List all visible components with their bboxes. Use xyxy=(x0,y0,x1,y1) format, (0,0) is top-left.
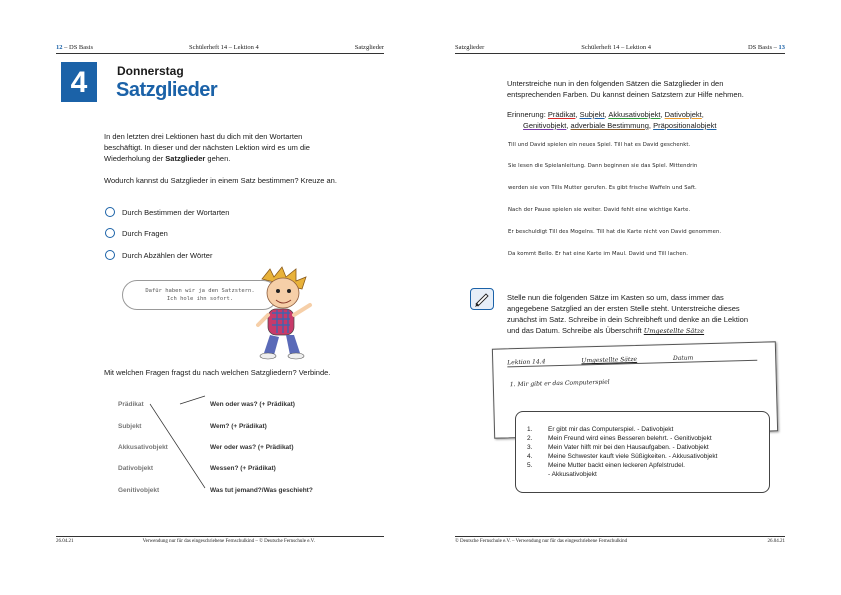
term-dativobjekt: Dativobjekt xyxy=(664,110,702,119)
match-left-1[interactable]: Prädikat xyxy=(118,401,144,408)
term-praepositionalobjekt: Präpositionalobjekt xyxy=(653,121,717,130)
instruction-line: entsprechenden Farben. Du kannst deinen Satzstern zur Hilfe nehmen. xyxy=(507,90,744,99)
intro-line: beschäftigt. In dieser und der nächsten Lektion wird es um die xyxy=(104,143,310,152)
list-text: - Akkusativobjekt xyxy=(548,471,597,478)
sentence-5: Er beschuldigt Till des Mogelns. Till hat die Karte nicht von David genommen. xyxy=(508,229,722,235)
lesson-badge: 4 xyxy=(61,62,97,102)
page-number: 12 xyxy=(56,44,63,51)
match-right-1[interactable]: Wen oder was? (+ Prädikat) xyxy=(210,401,295,408)
task-handwritten: Umgestellte Sätze xyxy=(643,327,705,335)
intro-line: In den letzten drei Lektionen hast du dich mit den Wortarten xyxy=(104,132,303,141)
intro-bold: Satzglieder xyxy=(165,154,206,163)
list-num: 3. xyxy=(527,444,533,451)
left-header: 12 – DS Basis Schülerheft 14 – Lektion 4 Satzglieder xyxy=(56,44,384,54)
footer-note: Verwendung nur für das eingeschriebene Fernschulkind – © Deutsche Fernschule e.V. xyxy=(142,539,315,544)
option-label: Durch Bestimmen der Wortarten xyxy=(122,207,230,217)
list-item xyxy=(527,452,717,461)
sentence-list xyxy=(527,425,717,479)
header-right: Satzglieder xyxy=(354,44,384,51)
list-num: 1. xyxy=(527,426,533,433)
page-number: 13 xyxy=(778,44,785,51)
instruction-line: Unterstreiche nun in den folgenden Sätzen die Satzglieder in den xyxy=(507,79,724,88)
task-line: angegebene Satzglied an der ersten Stelle steht. Unterstreiche dieses xyxy=(507,304,740,313)
list-num: 5. xyxy=(527,462,533,469)
task-line: zunächst im Satz. Schreibe in dein Schreibheft und denke an die Lektion xyxy=(507,315,748,324)
note-headline xyxy=(507,353,757,368)
pencil-glyph-icon xyxy=(471,289,493,309)
bubble-line: Ich hole ihn sofort. xyxy=(166,296,234,302)
list-num: 2. xyxy=(527,435,533,442)
header-left: Satzglieder xyxy=(455,44,485,51)
day-label: Donnerstag xyxy=(117,64,184,78)
match-left-4[interactable]: Dativobjekt xyxy=(118,465,154,472)
list-text: Meine Schwester kauft viele Süßigkeiten. - Akkusativobjekt xyxy=(548,453,718,460)
intro-part: gehen. xyxy=(207,154,231,163)
task-part: und das Datum. Schreibe als Überschrift xyxy=(507,326,642,335)
option-label: Durch Fragen xyxy=(122,228,168,238)
list-item xyxy=(527,425,717,434)
sentence-2: Sie lesen die Spielanleitung. Dann beginnen sie das Spiel. Mittendrin xyxy=(508,163,698,169)
note-lektion: Lektion 14.4 xyxy=(507,358,546,367)
intro-part: Wiederholung der xyxy=(104,154,164,163)
instruction-text xyxy=(507,78,744,100)
term-akkusativobjekt: Akkusativobjekt xyxy=(608,110,661,119)
match-left-2[interactable]: Subjekt xyxy=(118,423,142,430)
bubble-line: Dafür haben wir ja den Satzstern. xyxy=(145,288,255,294)
sentence-1: Till und David spielen ein neues Spiel. Till hat es David geschenkt. xyxy=(508,142,691,148)
task-line: Stelle nun die folgenden Sätze im Kasten so um, dass immer das xyxy=(507,293,724,302)
match-right-3[interactable]: Wer oder was? (+ Prädikat) xyxy=(210,444,294,451)
page-title: Satzglieder xyxy=(116,79,218,101)
task-text xyxy=(507,292,748,337)
reminder-label: Erinnerung: xyxy=(507,110,546,119)
list-text: Mein Freund wird eines Besseren belehrt. - Genitivobjekt xyxy=(548,435,712,442)
left-footer xyxy=(56,536,384,544)
right-header: Satzglieder Schülerheft 14 – Lektion 4 DS Basis – 13 xyxy=(455,44,785,54)
match-question: Mit welchen Fragen fragst du nach welchen Satzgliedern? Verbinde. xyxy=(104,368,331,377)
match-right-2[interactable]: Wem? (+ Prädikat) xyxy=(210,423,267,430)
task-line xyxy=(507,325,748,337)
list-item xyxy=(527,434,717,443)
list-item xyxy=(527,461,717,470)
list-item xyxy=(527,470,717,479)
term-subjekt: Subjekt xyxy=(579,110,605,119)
right-footer xyxy=(455,536,785,544)
series: DS Basis xyxy=(747,44,772,51)
option-label: Durch Abzählen der Wörter xyxy=(122,250,213,260)
sentence-6: Da kommt Bello. Er hat eine Karte im Maul. David und Till lachen. xyxy=(508,251,689,257)
match-right-4[interactable]: Wessen? (+ Prädikat) xyxy=(210,465,276,472)
match-left-3[interactable]: Akkusativobjekt xyxy=(118,444,168,451)
question-text: Wodurch kannst du Satzglieder in einem Satz bestimmen? Kreuze an. xyxy=(104,176,337,185)
list-text: Mein Vater hilft mir bei den Hausaufgaben. - Dativobjekt xyxy=(548,444,709,451)
footer-note: © Deutsche Fernschule e.V. – Verwendung nur für das eingeschriebene Fernschulkind xyxy=(455,539,628,544)
header-center: Schülerheft 14 – Lektion 4 xyxy=(189,44,259,51)
term-praedikat: Prädikat xyxy=(547,110,576,119)
list-item xyxy=(527,443,717,452)
term-genitivobjekt: Genitivobjekt xyxy=(523,121,567,130)
connector-line xyxy=(180,396,205,404)
note-title: Umgestellte Sätze xyxy=(581,355,638,365)
note-date: Datum xyxy=(672,354,694,362)
footer-date: 26.04.21 xyxy=(56,539,74,544)
pencil-icon xyxy=(470,288,494,310)
connector-lines xyxy=(0,0,420,595)
list-text: Meine Mutter backt einen leckeren Apfelstrudel. xyxy=(548,462,685,469)
sentence-4: Nach der Pause spielen sie weiter. David fehlt eine wichtige Karte. xyxy=(508,207,691,213)
note-line-1: 1. Mir gibt er das Computerspiel xyxy=(509,378,610,389)
connector-line xyxy=(150,404,205,488)
footer-date: 26.04.21 xyxy=(767,539,785,544)
header-center: Schülerheft 14 – Lektion 4 xyxy=(581,44,651,51)
reminder: Erinnerung: Prädikat, Subjekt, Akkusativobjekt, Dativobjekt, Genitivobjekt, adverbiale Bestimmung, Präpositionalobjekt xyxy=(507,110,717,130)
list-text: Er gibt mir das Computerspiel. - Dativobjekt xyxy=(548,426,674,433)
sentence-3: werden sie von Tills Mutter gerufen. Es gibt frische Waffeln und Saft. xyxy=(508,185,697,191)
series: DS Basis xyxy=(69,44,94,51)
term-adverbiale: adverbiale Bestimmung xyxy=(570,121,649,130)
left-page xyxy=(0,0,420,595)
match-left-5[interactable]: Genitivobjekt xyxy=(118,487,160,494)
list-num: 4. xyxy=(527,453,533,460)
match-right-5[interactable]: Was tut jemand?/Was geschieht? xyxy=(210,487,313,494)
